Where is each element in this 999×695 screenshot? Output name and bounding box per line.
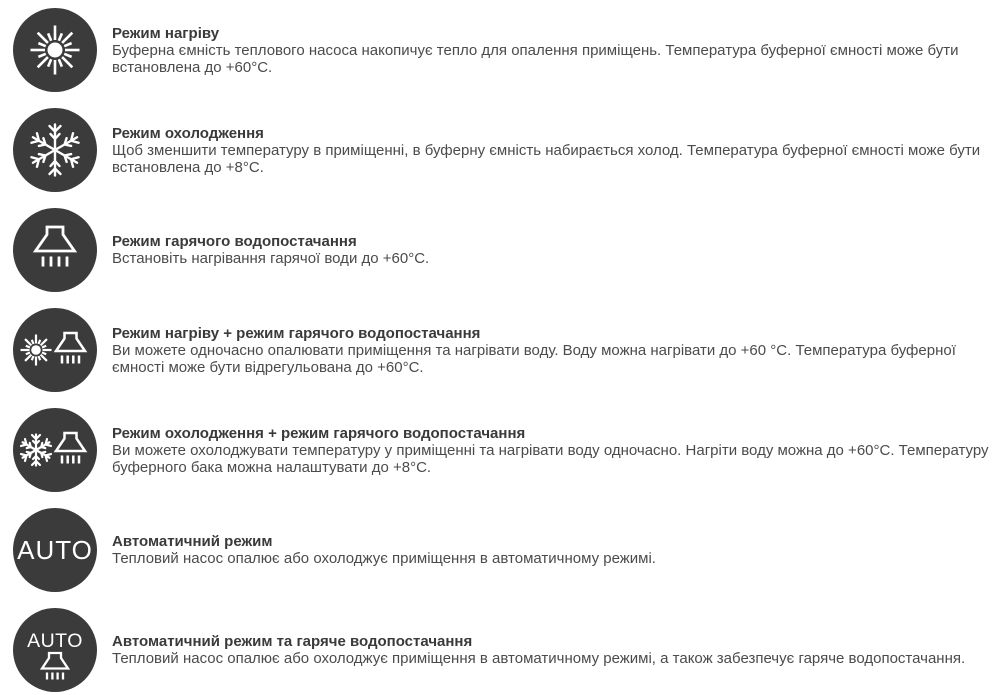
mode-text [112,125,992,176]
mode-row-heating [13,8,999,92]
mode-text [112,325,992,376]
mode-title: Режим нагріву [112,24,220,42]
auto-mode-icon [13,508,97,592]
mode-row-cooling-hot-water [13,408,999,492]
mode-text [112,633,992,667]
mode-description: Буферна ємність теплового насоса накопичує тепло для опалення приміщень. Температура буферної ємності може бути встановлена до +60°C. [112,41,959,76]
mode-description: Ви можете одночасно опалювати приміщення та нагрівати воду. Воду можна нагрівати до +60 °C. Температура буферної ємності може бути відрегульована до +60°C. [112,341,956,376]
mode-title: Режим нагріву + режим гарячого водопостачання [112,324,481,342]
heating-plus-hot-water-icon [13,308,97,392]
auto-icon-label: AUTO [17,535,93,565]
cooling-snowflake-icon [13,108,97,192]
mode-description: Тепловий насос опалює або охолоджує приміщення в автоматичному режимі, а також забезпечує гаряче водопостачання. [112,650,966,667]
auto-icon-label: AUTO [27,630,83,652]
mode-title: Автоматичний режим [112,533,273,550]
mode-text [112,233,992,267]
mode-row-auto [13,508,999,592]
mode-text [112,425,992,476]
mode-text [112,533,992,567]
mode-description: Тепловий насос опалює або охолоджує приміщення в автоматичному режимі. [112,550,656,567]
heating-sun-icon [13,8,97,92]
mode-description: Ви можете охолоджувати температуру у приміщенні та нагрівати воду одночасно. Нагріти воду можна до +60°C. Температуру буферного бака можна налаштувати до +8°C. [112,441,989,476]
mode-description: Щоб зменшити температуру в приміщенні, в буферну ємність набирається холод. Температура буферної ємності може бути встановлена до +8°C. [112,141,981,176]
mode-description: Встановіть нагрівання гарячої води до +60°C. [112,250,430,267]
cooling-plus-hot-water-icon [13,408,97,492]
mode-row-cooling [13,108,999,192]
mode-row-hot-water [13,208,999,292]
mode-row-auto-hot-water [13,608,999,692]
mode-row-heating-hot-water [13,308,999,392]
hot-water-icon [13,208,97,292]
mode-title: Автоматичний режим та гаряче водопостачання [112,633,473,650]
mode-text [112,25,992,76]
mode-title: Режим охолодження [112,124,264,142]
mode-title: Режим охолодження + режим гарячого водопостачання [112,424,526,442]
auto-plus-hot-water-icon [13,608,97,692]
mode-title: Режим гарячого водопостачання [112,233,357,250]
